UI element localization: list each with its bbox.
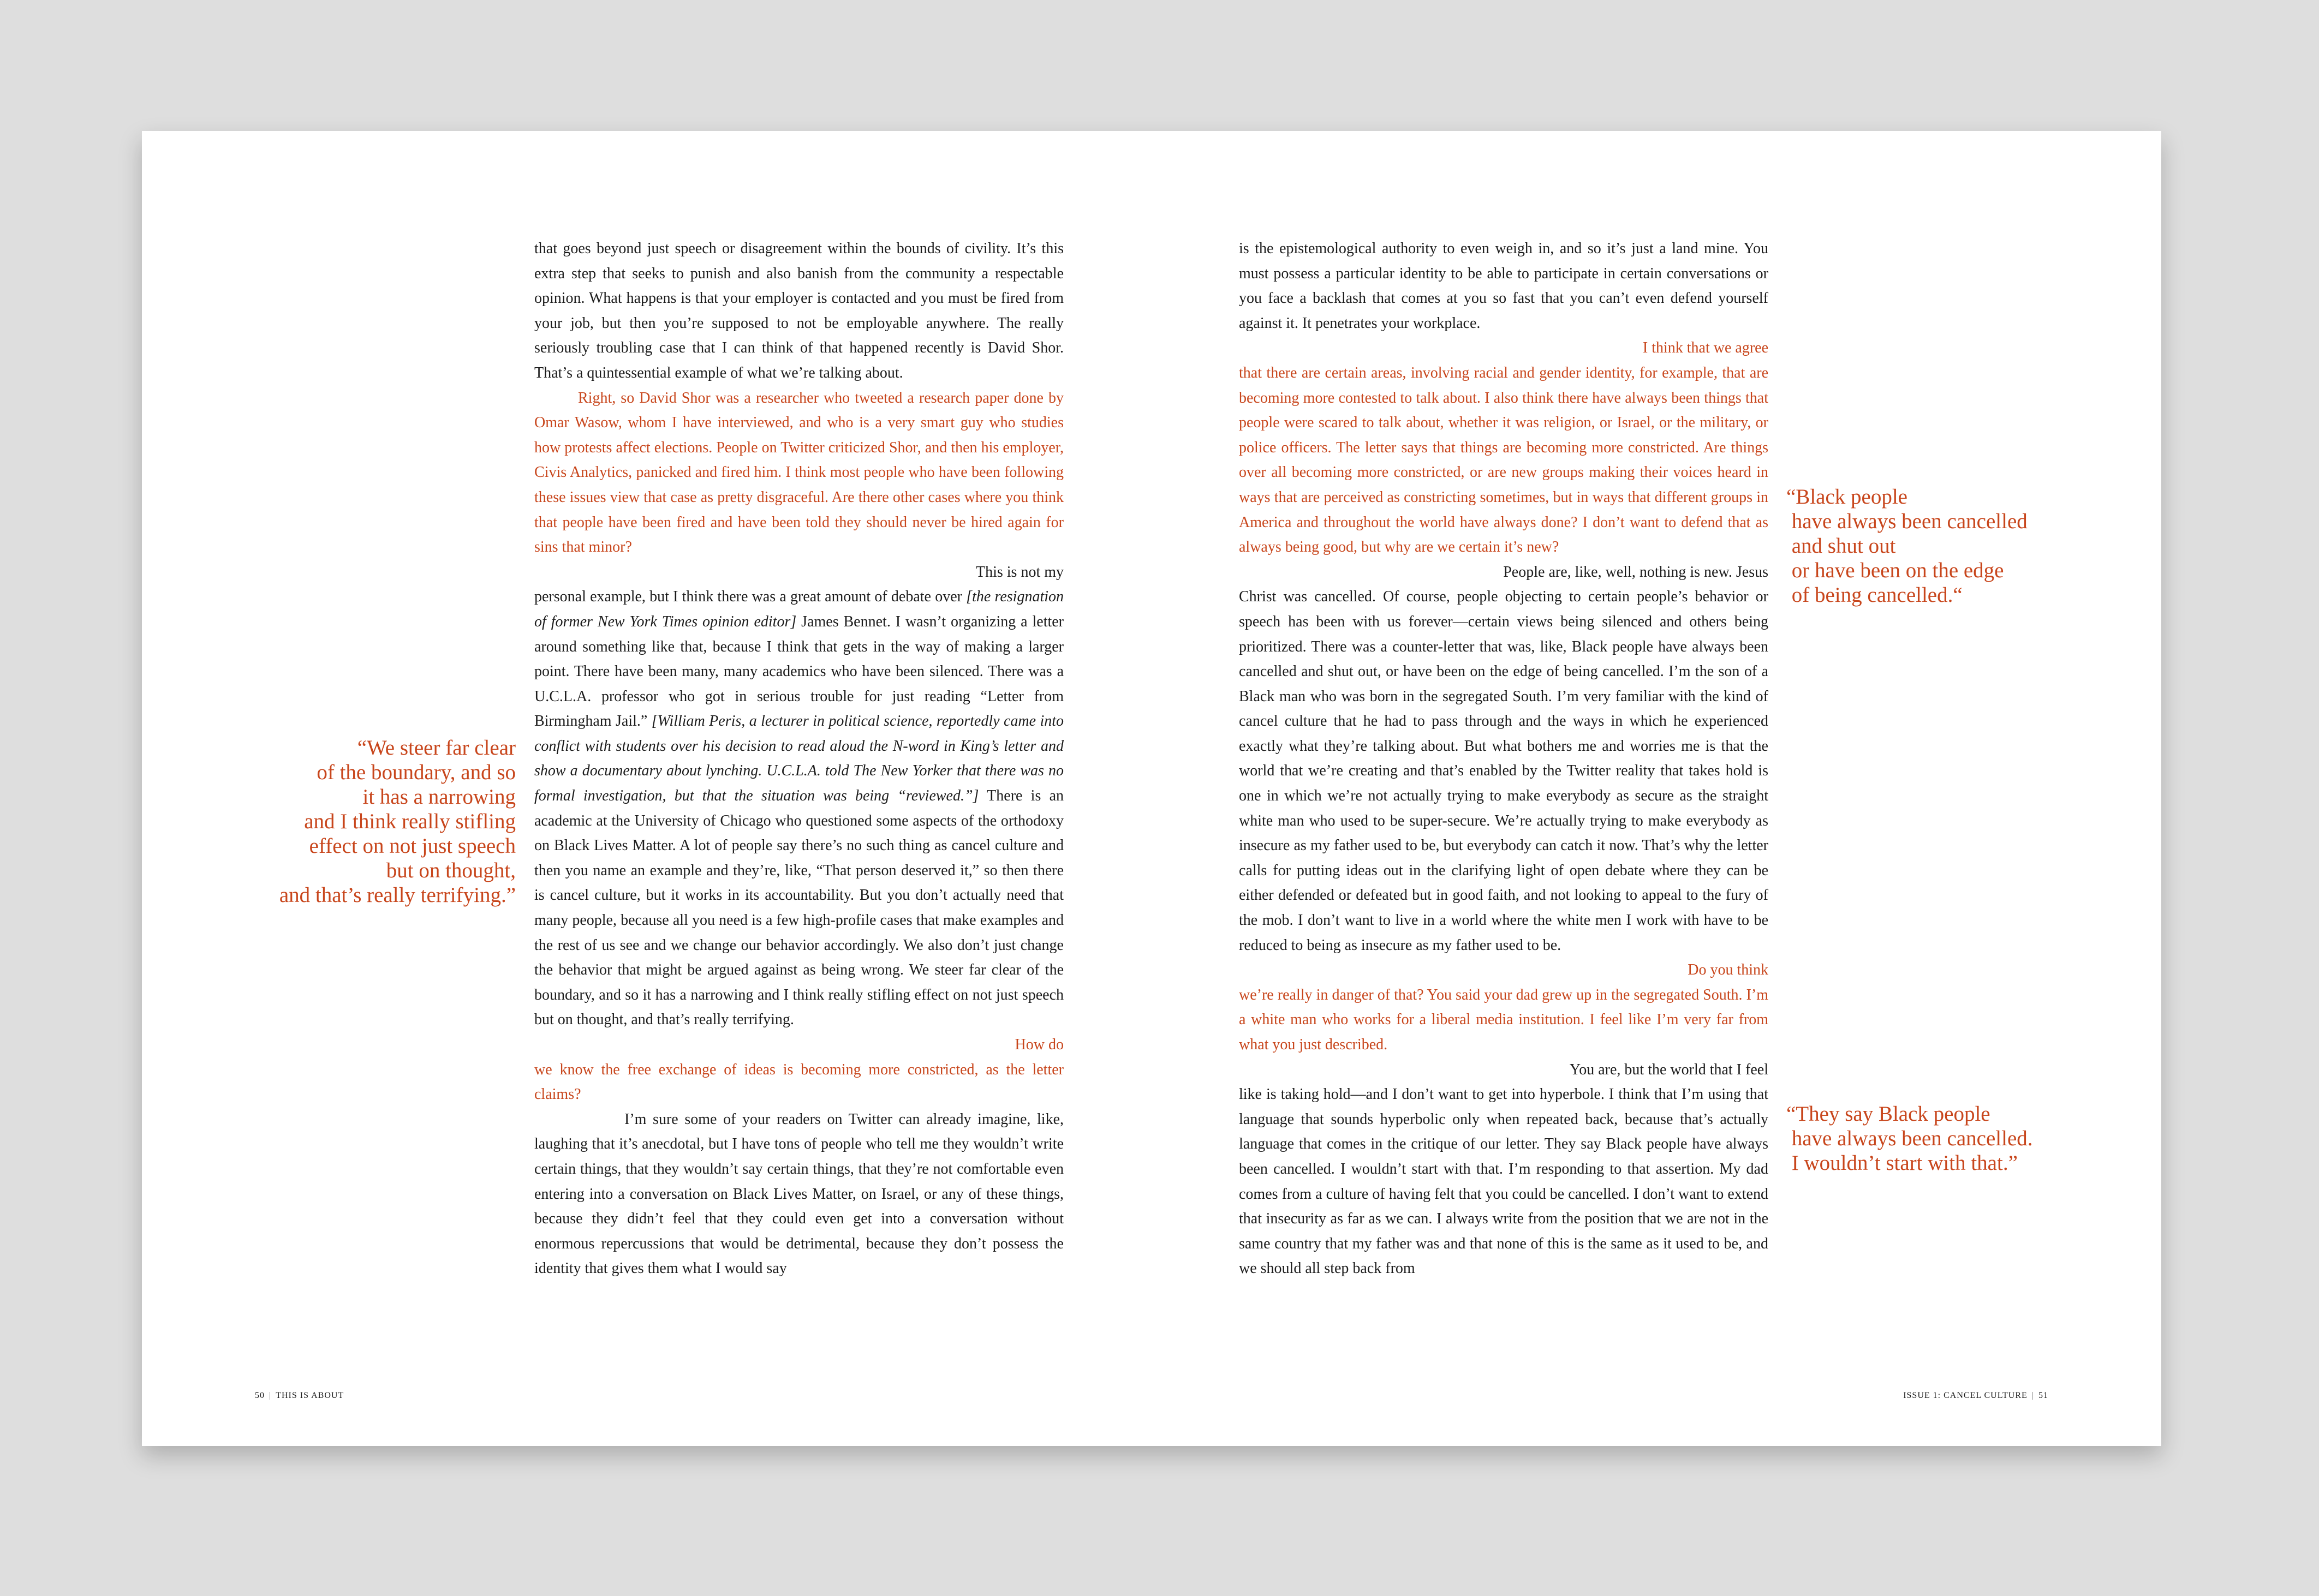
pull-quote-line: of the boundary, and so [317,761,516,784]
answer-paragraph [534,584,1064,1032]
folio-separator: | [269,1391,272,1400]
magazine-spread [142,131,2161,1446]
publication-title: THIS IS ABOUT [276,1391,344,1400]
answer-lead: You are, but the world that I feel [1569,1061,1768,1078]
pull-quote-left [229,736,516,907]
question-paragraph: we’re really in danger of that? You said your dad grew up in the segregated South. I’m a white man who works for a liberal media institution. I feel like I’m very far from what you just described. [1239,986,1768,1053]
editor-note: [William Peris, a lecturer in political science, reportedly came into conflict with students over his decision to read aloud the N-word in King’s letter and show a documentary about lynching. U.C.L.A. told The New Yorker that there was no formal investigation, but that the situation was being “reviewed.”] [534,713,1064,805]
pull-quote-line: effect on not just speech [309,834,516,858]
pull-quote-right-top [1786,485,2070,607]
pull-quote-line: I wouldn’t start with that.” [1786,1151,2018,1175]
answer-text: There is an academic at the University of Chicago who questioned some aspects of the orthodoxy on Black Lives Matter. A lot of people say there’s no such thing as cancel culture and then you name an example and they’re, like, “That person deserved it,” so then there is cancel culture, but it works in its accountability. But you don’t actually need that many people, because all you need is a few high-profile cases that make examples and the rest of us see and we change our behavior accordingly. We also don’t just change the behavior that might be argued against as being wrong. We steer far clear of the boundary, and so it has a narrowing and I think really stifling effect on not just speech but on thought, and that’s really terrifying. [534,787,1064,1029]
pull-quote-line: but on thought, [386,859,516,882]
pull-quote-line: and that’s really terrifying.” [279,883,516,907]
left-text-column [534,236,1064,1281]
pull-quote-line: have always been cancelled [1786,510,2028,533]
pull-quote-line: have always been cancelled. [1786,1127,2033,1150]
answer-paragraph: Christ was cancelled. Of course, people objecting to certain people’s behavior or speech has been with us forever—certain views being silenced and others being prioritized. There was a counter-letter that was, like, Black people have always been cancelled and shut out, or have been on the edge of being cancelled. I’m the son of a Black man who was born in the segregated South. I’m very familiar with the kind of cancel culture that he had to pass through and the ways in which he experienced exactly what they’re talking about. But what bothers me and worries me is that the world that we’re creating and that’s enabled by the Twitter reality that takes hold is one in which we’re not actually trying to make everybody as secure as the straight white man who used to be super-secure. We’re actually trying to make everybody as insecure as my father used to be, but everybody can catch it now. That’s why the letter calls for putting ideas out in the clarifying light of open debate where they can be either defended or defeated but in good faith, and not looking to appeal to the fury of the mob. I don’t want to live in a world where the white men I work with have to be reduced to being as insecure as my father used to be. [1239,588,1768,954]
answer-text: personal example, but I think there was a great amount of debate over [534,588,962,606]
question-lead: I think that we agree [1642,339,1768,357]
answer-paragraph: is the epistemological authority to even weigh in, and so it’s just a land mine. You must possess a particular identity to be able to participate in certain conversations or you face a backlash that comes at you so fast that you can’t even defend yourself against it. It penetrates your workplace. [1239,240,1768,332]
folio-right [1903,1391,2048,1401]
pull-quote-right-bottom [1786,1102,2070,1175]
page-number: 50 [255,1391,265,1400]
question-paragraph: Right, so David Shor was a researcher who tweeted a research paper done by Omar Wasow, whom I have interviewed, and who is a very smart guy who studies how protests affect elections. People on Twitter criticized Shor, and then his employer, Civis Analytics, panicked and fired him. I think most people who have been following these issues view that case as pretty disgraceful. Are there other cases where you think that people have been fired and have been told they should never be hired again for sins that minor? [534,389,1064,556]
folio-separator: | [2031,1391,2034,1400]
answer-paragraph: like is taking hold—and I don’t want to get into hyperbole. I think that I’m using that language that sounds hyperbolic only when repeated back, because that’s actually language that comes in the critique of our letter. They say Black people have always been cancelled. I wouldn’t start with that. I’m responding to that assertion. My dad comes from a culture of having felt that you could be cancelled. I don’t want to extend that insecurity as far as we can. I always write from the position that we are not in the same country that my father was and that none of this is the same as it used to be, and we should all step back from [1239,1086,1768,1277]
right-text-column [1239,236,1768,1281]
page-number: 51 [2038,1391,2048,1400]
editor-note: [the resignation of former New York Times opinion editor] [534,588,1064,630]
pull-quote-line: of being cancelled.“ [1786,583,1963,607]
answer-lead: People are, like, well, nothing is new. Jesus [1503,563,1768,581]
pull-quote-line: it has a narrowing [362,785,516,809]
pull-quote-line: “We steer far clear [357,736,516,760]
answer-paragraph: I’m sure some of your readers on Twitter can already imagine, like, laughing that it’s anecdotal, but I have tons of people who tell me they wouldn’t write certain things, that they wouldn’t say certain things, that they’re not comfortable even entering into a conversation on Black Lives Matter, on Israel, or any of these things, because they didn’t feel that they could even get into a conversation without enormous repercussions that would be detrimental, because they don’t possess the identity that gives them what I would say [534,1110,1064,1277]
pull-quote-line: “Black people [1786,485,1907,509]
issue-title: ISSUE 1: CANCEL CULTURE [1903,1391,2028,1400]
question-paragraph: we know the free exchange of ideas is becoming more constricted, as the letter claims? [534,1061,1064,1103]
folio-left [255,1391,344,1401]
pull-quote-line: and I think really stifling [304,810,516,833]
pull-quote-line: or have been on the edge [1786,559,2004,582]
question-lead: Do you think [1688,961,1768,979]
question-paragraph: that there are certain areas, involving racial and gender identity, for example, that are becoming more contested to talk about. I also think there have always been things that people were scared to talk about, whether it was religion, or Israel, or the military, or police officers. The letter says that things are becoming more constricted. Are things over all becoming more constricted, or are new groups making their voices heard in ways that are perceived as constricting sometimes, but in ways that different groups in America and throughout the world have always done? I don’t want to defend that as always being good, but why are we certain it’s new? [1239,364,1768,556]
answer-text: James Bennet. I wasn’t organizing a letter around something like that, because I think that gets in the way of making a larger point. There have been many, many academics who have been silenced. There was a U.C.L.A. professor who got in serious trouble for just reading “Letter from Birmingham Jail.” [534,613,1064,730]
question-lead: How do [1015,1036,1064,1053]
pull-quote-line: and shut out [1786,534,1896,558]
answer-lead: This is not my [975,563,1064,581]
pull-quote-line: “They say Black people [1786,1102,1990,1126]
answer-paragraph: that goes beyond just speech or disagreement within the bounds of civility. It’s this extra step that seeks to punish and also banish from the community a respectable opinion. What happens is that your employer is contacted and you must be fired from your job, but then you’re supposed to not be employable anywhere. The really seriously troubling case that I can think of that happened recently is David Shor. That’s a quintessential example of what we’re talking about. [534,240,1064,381]
